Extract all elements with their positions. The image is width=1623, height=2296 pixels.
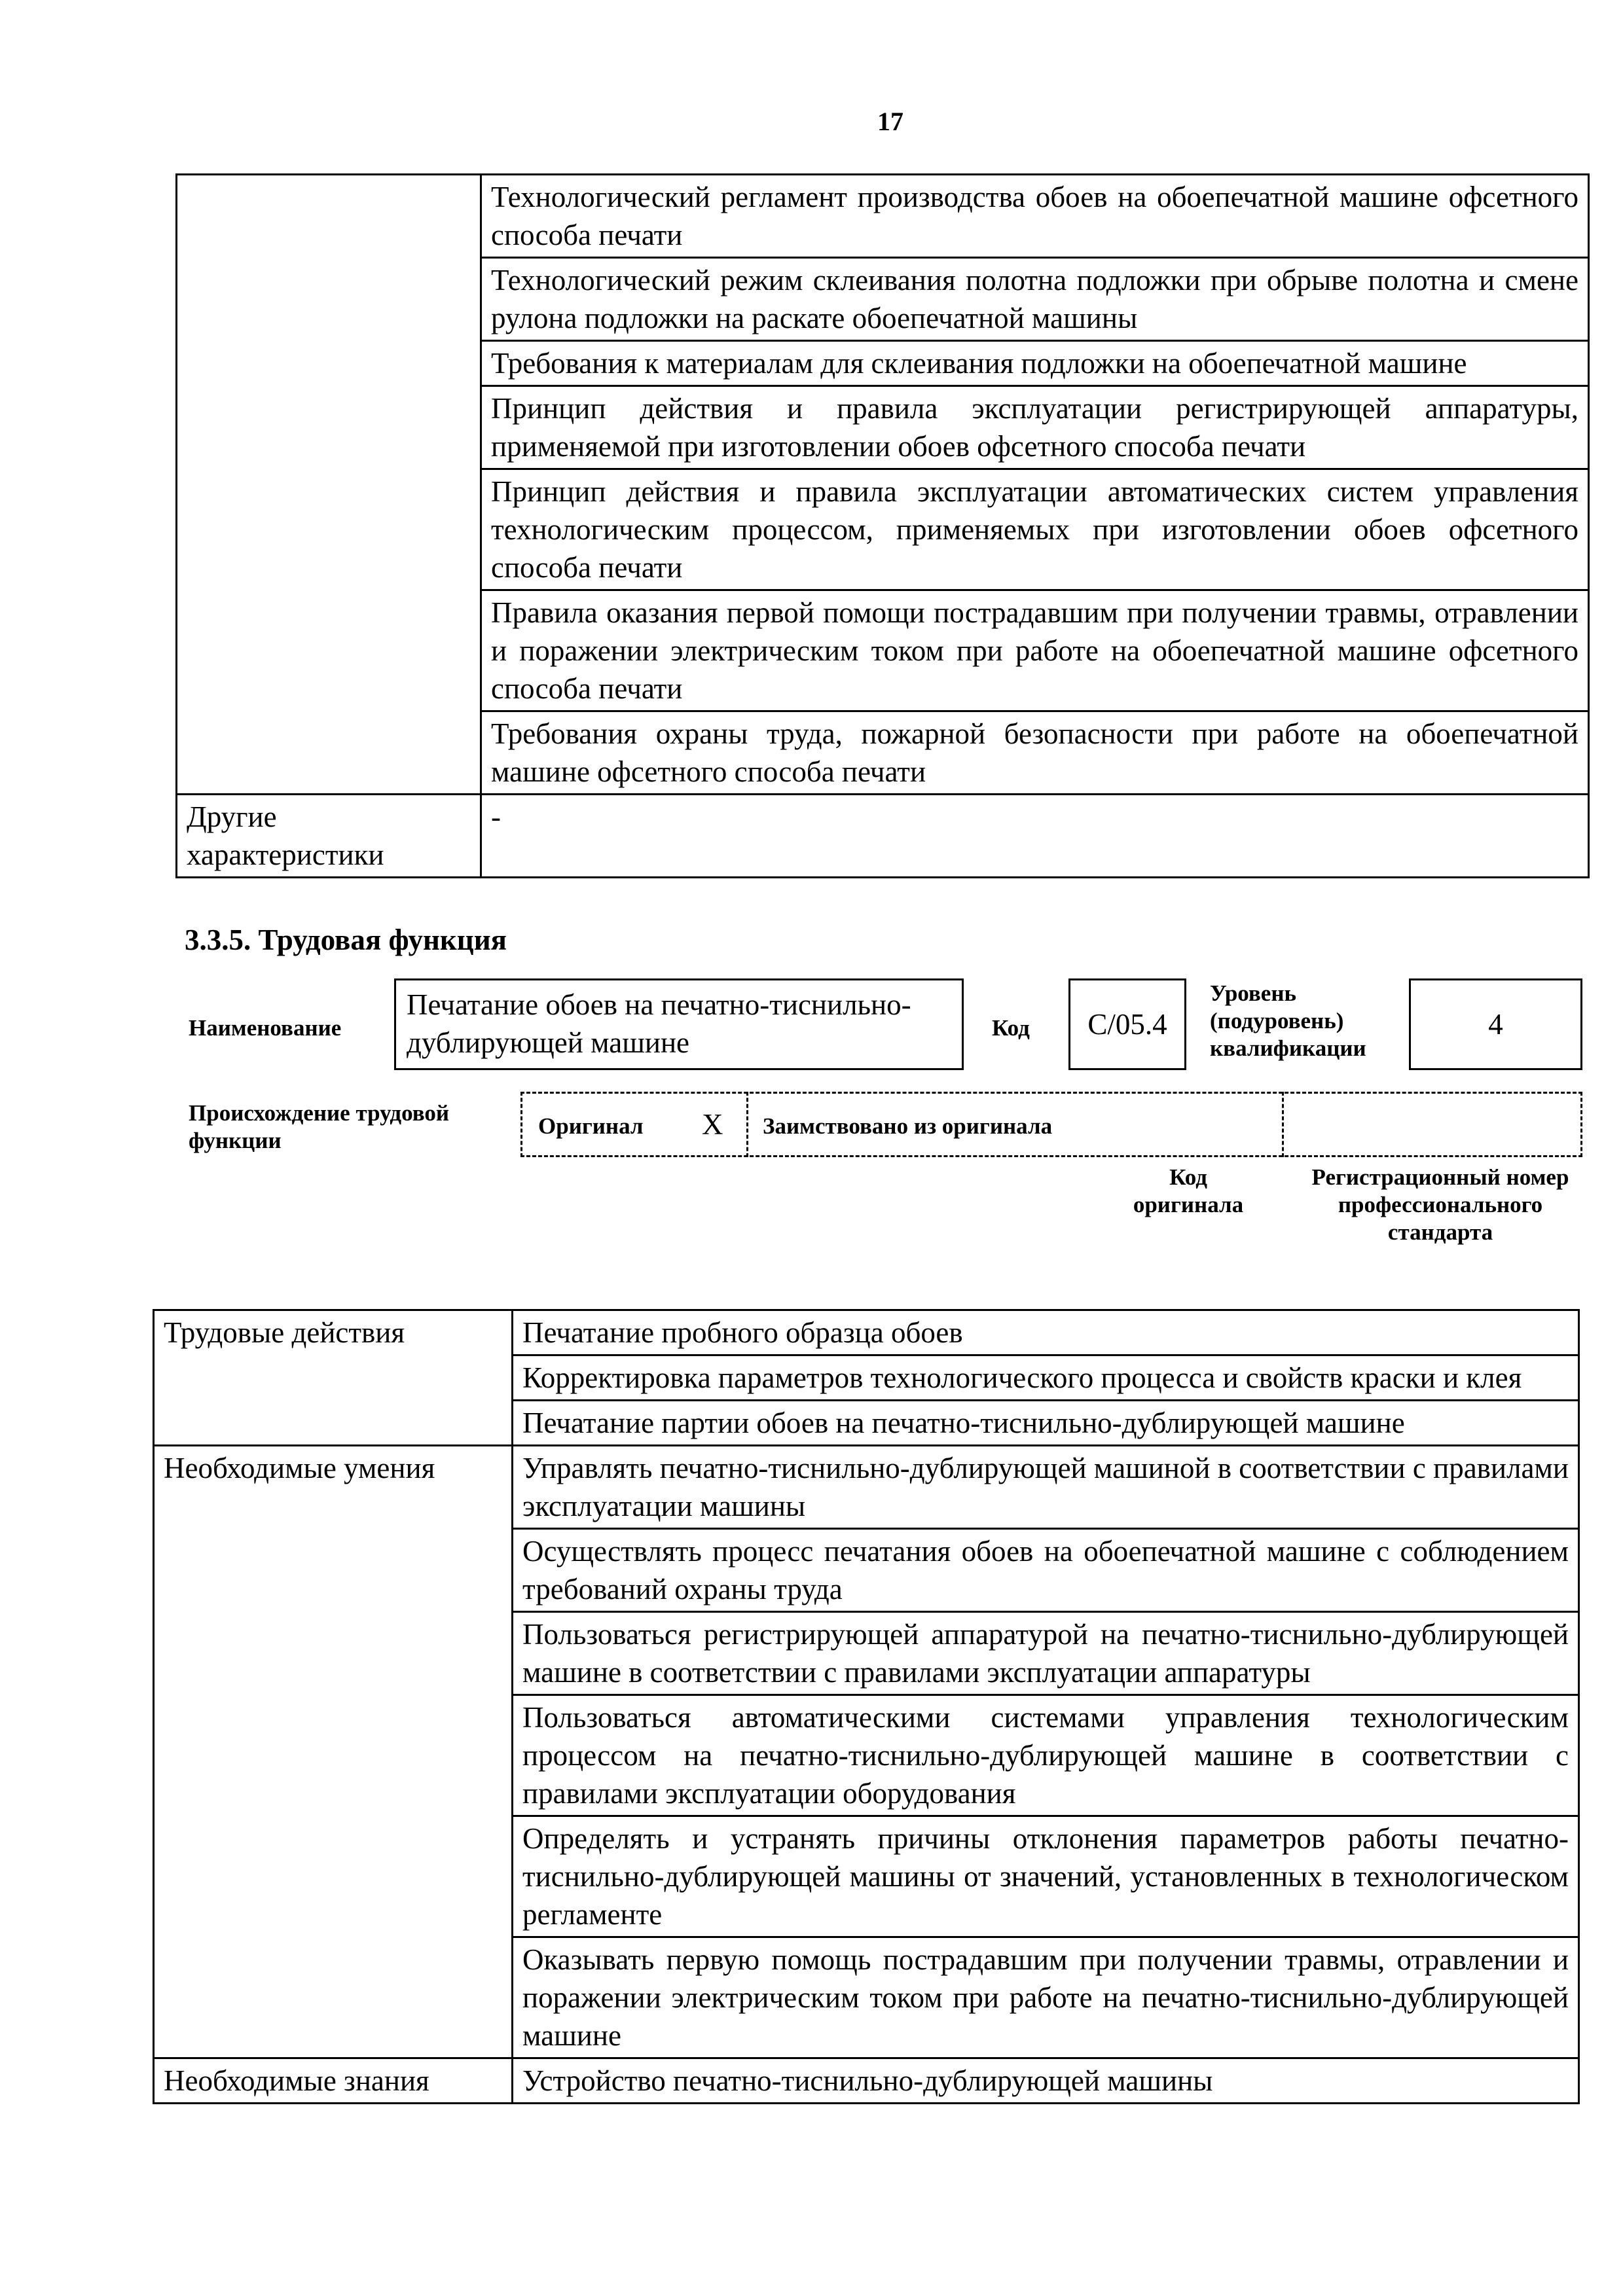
table-cell: Определять и устранять причины отклонения параметров работы печатно-тиснильно-дублирующей машины от значений, установленных в технологическом регламенте [513, 1816, 1579, 1937]
row-label [177, 175, 481, 795]
table-cell: Принцип действия и правила эксплуатации автоматических систем управления технологическим процессом, применяемых при изготовлении обоев офсетного способа печати [481, 469, 1589, 590]
knowledge-table-continued [175, 173, 1590, 878]
table-row [154, 2058, 1579, 2104]
table-cell: Пользоваться регистрирующей аппаратурой на печатно-тиснильно-дублирующей машине в соответствии с правилами эксплуатации аппаратуры [513, 1612, 1579, 1695]
table-cell: Устройство печатно-тиснильно-дублирующей машины [513, 2058, 1579, 2104]
table-cell: Печатание партии обоев на печатно-тиснильно-дублирующей машине [513, 1401, 1579, 1446]
table-row [177, 795, 1589, 878]
table-cell: Оказывать первую помощь пострадавшим при получении травмы, отравлении и поражении электрическим током при работе на печатно-тиснильно-дублирующей машине [513, 1937, 1579, 2058]
level-value: 4 [1488, 1008, 1503, 1041]
registration-number-label: Регистрационный номер профессионального стандарта [1311, 1164, 1569, 1245]
function-name-box [394, 978, 964, 1070]
code-box [1068, 978, 1186, 1070]
origin-divider [746, 1092, 748, 1157]
row-label: Необходимые знания [154, 2058, 513, 2104]
table-row [154, 1310, 1579, 1355]
table-row [177, 175, 1589, 258]
code-value: C/05.4 [1087, 1008, 1167, 1041]
table-cell: - [481, 795, 1589, 878]
borrowed-label: Заимствовано из оригинала [763, 1113, 1053, 1139]
table-cell: Печатание пробного образца обоев [513, 1310, 1579, 1355]
table-row [154, 1446, 1579, 1529]
original-label: Оригинал [538, 1113, 644, 1139]
table-cell: Управлять печатно-тиснильно-дублирующей машиной в соответствии с правилами эксплуатации машины [513, 1446, 1579, 1529]
row-label: Необходимые умения [154, 1446, 513, 2058]
original-mark: X [702, 1108, 723, 1141]
table-cell: Пользоваться автоматическими системами управления технологическим процессом на печатно-тиснильно-дублирующей машине в соответствии с правилами эксплуатации оборудования [513, 1695, 1579, 1816]
table-cell: Технологический регламент производства обоев на обоепечатной машине офсетного способа печати [481, 175, 1589, 258]
function-name-value: Печатание обоев на печатно-тиснильно-дублирующей машине [407, 988, 911, 1059]
page-number: 17 [877, 107, 903, 136]
table-cell: Принцип действия и правила эксплуатации регистрирующей аппаратуры, применяемой при изготовлении обоев офсетного способа печати [481, 386, 1589, 469]
row-label: Трудовые действия [154, 1310, 513, 1446]
qualification-level-label: Уровень (подуровень) квалификации [1210, 980, 1366, 1061]
table-cell: Правила оказания первой помощи пострадавшим при получении травмы, отравлении и поражении электрическим током при работе на обоепечатной машине офсетного способа печати [481, 590, 1589, 711]
origin-label: Происхождение трудовой функции [189, 1100, 450, 1153]
row-label: Другие характеристики [177, 795, 481, 878]
table-cell: Корректировка параметров технологического процесса и свойств краски и клея [513, 1355, 1579, 1401]
original-code-label: Код оригинала [1133, 1164, 1244, 1217]
code-label: Код [992, 1015, 1030, 1041]
table-cell: Технологический режим склеивания полотна подложки при обрыве полотна и смене рулона подложки на раскате обоепечатной машины [481, 258, 1589, 341]
table-cell: Требования охраны труда, пожарной безопасности при работе на обоепечатной машине офсетного способа печати [481, 711, 1589, 795]
section-title: 3.3.5. Трудовая функция [185, 924, 507, 956]
name-label: Наименование [189, 1015, 342, 1041]
table-cell: Требования к материалам для склеивания подложки на обоепечатной машине [481, 341, 1589, 386]
table-cell: Осуществлять процесс печатания обоев на обоепечатной машине с соблюдением требований охраны труда [513, 1529, 1579, 1612]
origin-divider [1282, 1092, 1284, 1157]
level-box [1409, 978, 1582, 1070]
labor-function-table [153, 1309, 1580, 2104]
